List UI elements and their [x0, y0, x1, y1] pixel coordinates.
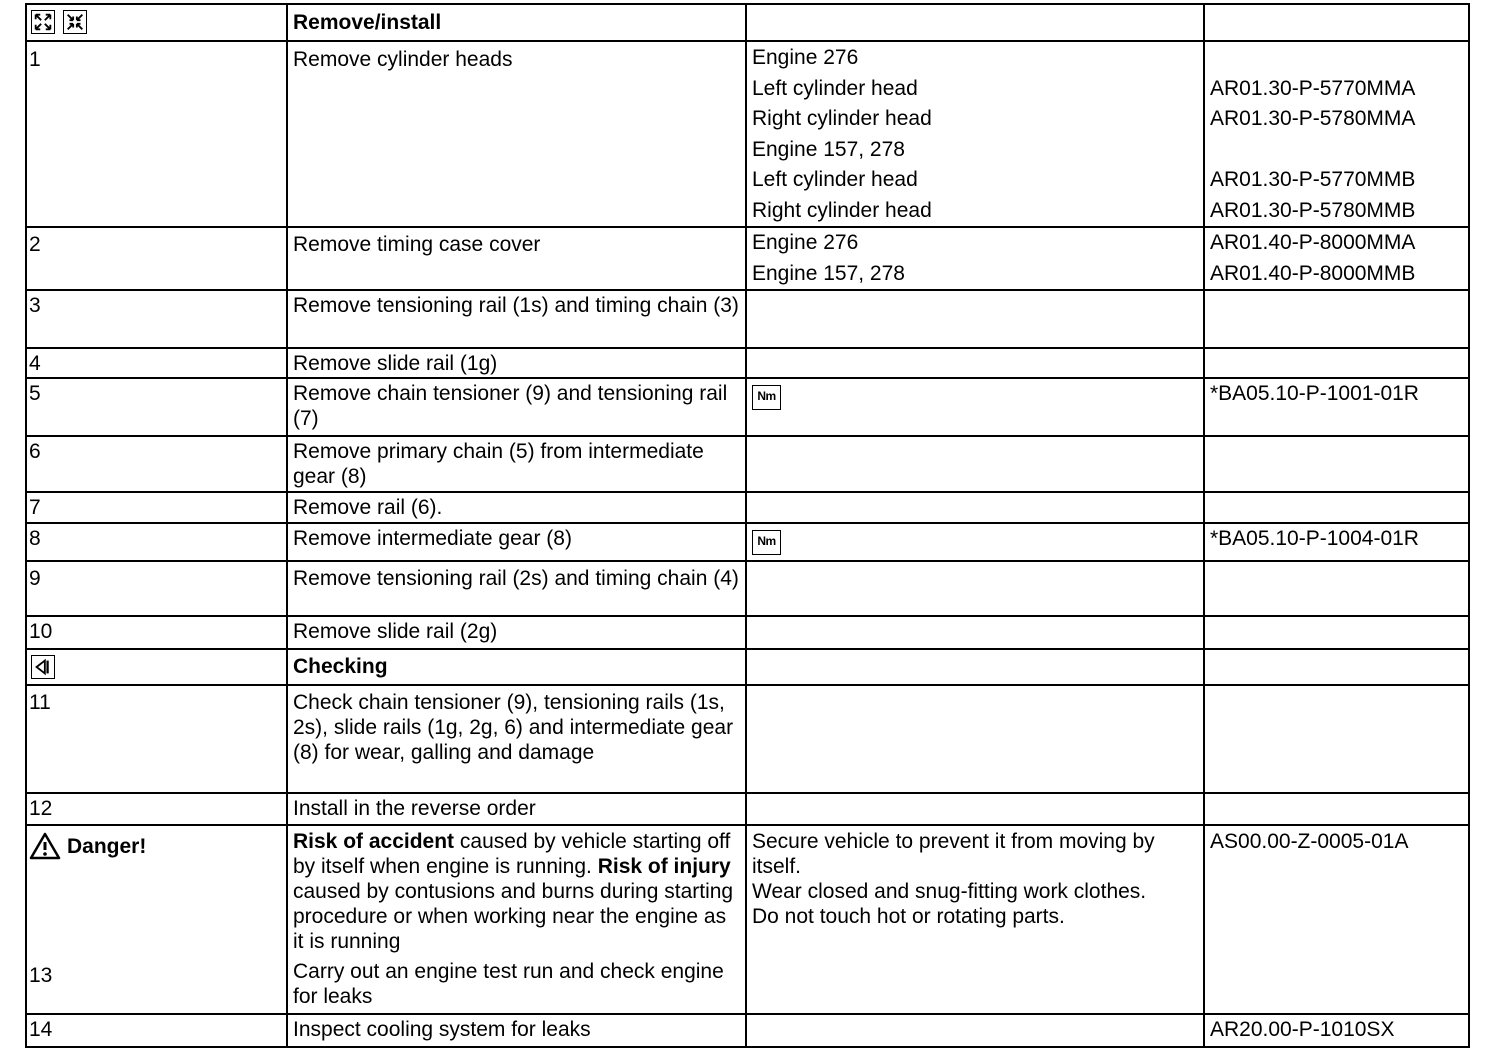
- step-number: 6: [26, 436, 287, 492]
- doc-link[interactable]: AR01.30-P-5780MMA: [1210, 107, 1416, 130]
- step-action: Remove timing case cover: [287, 227, 746, 290]
- step-number: 9: [26, 561, 287, 616]
- warning-icon: [29, 832, 61, 860]
- danger-row: [26, 825, 1469, 1014]
- step-action: Remove rail (6).: [287, 492, 746, 523]
- step-number: 13: [29, 964, 53, 987]
- section-title: Remove/install: [287, 4, 746, 41]
- step-row-14: [26, 1014, 1469, 1047]
- step-action: Remove tensioning rail (2s) and timing chain (4): [287, 561, 746, 616]
- checking-title: Checking: [287, 649, 746, 685]
- step-row-10: [26, 616, 1469, 649]
- step-row-7: [26, 492, 1469, 523]
- checking-icon: [31, 655, 55, 679]
- step-row-4: [26, 348, 1469, 378]
- step-number: 1: [26, 41, 287, 227]
- section-header-row: [26, 4, 1469, 41]
- doc-link[interactable]: AR01.30-P-5770MMB: [1210, 168, 1416, 191]
- step-notes: Engine 276 Engine 157, 278: [746, 227, 1204, 290]
- doc-link[interactable]: AR01.30-P-5780MMB: [1210, 198, 1416, 222]
- doc-link[interactable]: AR01.40-P-8000MMA: [1210, 231, 1416, 254]
- step-action: Remove intermediate gear (8): [287, 523, 746, 561]
- doc-link[interactable]: AR01.30-P-5770MMA: [1210, 76, 1416, 100]
- header-icons: [26, 4, 287, 41]
- step-number: 4: [26, 348, 287, 378]
- torque-nm-icon[interactable]: Nm: [752, 530, 781, 555]
- step-action: Carry out an engine test run and check engine for leaks: [293, 960, 724, 1008]
- step-action: Inspect cooling system for leaks: [287, 1014, 746, 1047]
- step-number: 8: [26, 523, 287, 561]
- doc-link[interactable]: *BA05.10-P-1001-01R: [1204, 378, 1469, 436]
- step-action: Check chain tensioner (9), tensioning rails (1s, 2s), slide rails (1g, 2g, 6) and intermediate gear (8) for wear, galling and damage: [287, 685, 746, 793]
- step-row-5: [26, 378, 1469, 436]
- step-number: 3: [26, 290, 287, 348]
- step-row-12: [26, 793, 1469, 825]
- step-number: 5: [26, 378, 287, 436]
- step-row-1: [26, 41, 1469, 227]
- step-notes: Engine 276 Left cylinder head Right cylinder head Engine 157, 278 Left cylinder head Right cylinder head: [746, 41, 1204, 227]
- doc-link[interactable]: AR01.40-P-8000MMB: [1210, 261, 1416, 285]
- step-action: Install in the reverse order: [287, 793, 746, 825]
- doc-link[interactable]: AS00.00-Z-0005-01A: [1204, 825, 1469, 1014]
- procedure-table: [25, 3, 1470, 1048]
- step-refs: [1204, 41, 1469, 227]
- step-action: Remove chain tensioner (9) and tensioning rail (7): [287, 378, 746, 436]
- step-row-11: [26, 685, 1469, 793]
- danger-risk-text: Risk of accident caused by vehicle starting off by itself when engine is running. Risk of injury caused by contusions and burns during starting procedure or when working near the engine as it is running: [293, 830, 734, 953]
- step-number: 2: [26, 227, 287, 290]
- step-row-2: [26, 227, 1469, 290]
- step-row-3: [26, 290, 1469, 348]
- checking-header-row: [26, 649, 1469, 685]
- doc-link[interactable]: *BA05.10-P-1004-01R: [1204, 523, 1469, 561]
- step-number: 14: [26, 1014, 287, 1047]
- step-number: 11: [26, 685, 287, 793]
- step-row-8: [26, 523, 1469, 561]
- step-row-6: [26, 436, 1469, 492]
- expand-icon[interactable]: [31, 10, 55, 34]
- step-number: 12: [26, 793, 287, 825]
- step-refs: [1204, 227, 1469, 290]
- step-number: 10: [26, 616, 287, 649]
- danger-measures: Secure vehicle to prevent it from moving by itself. Wear closed and snug-fitting work clothes. Do not touch hot or rotating parts.: [746, 825, 1204, 1014]
- step-action: Remove tensioning rail (1s) and timing chain (3): [287, 290, 746, 348]
- torque-nm-icon[interactable]: Nm: [752, 385, 781, 410]
- doc-link[interactable]: AR20.00-P-1010SX: [1204, 1014, 1469, 1047]
- step-number: 7: [26, 492, 287, 523]
- step-action: Remove cylinder heads: [287, 41, 746, 227]
- step-action: Remove slide rail (1g): [287, 348, 746, 378]
- step-action: Remove slide rail (2g): [287, 616, 746, 649]
- collapse-icon[interactable]: [63, 10, 87, 34]
- danger-label: Danger!: [29, 832, 280, 860]
- step-row-9: [26, 561, 1469, 616]
- step-action: Remove primary chain (5) from intermediate gear (8): [287, 436, 746, 492]
